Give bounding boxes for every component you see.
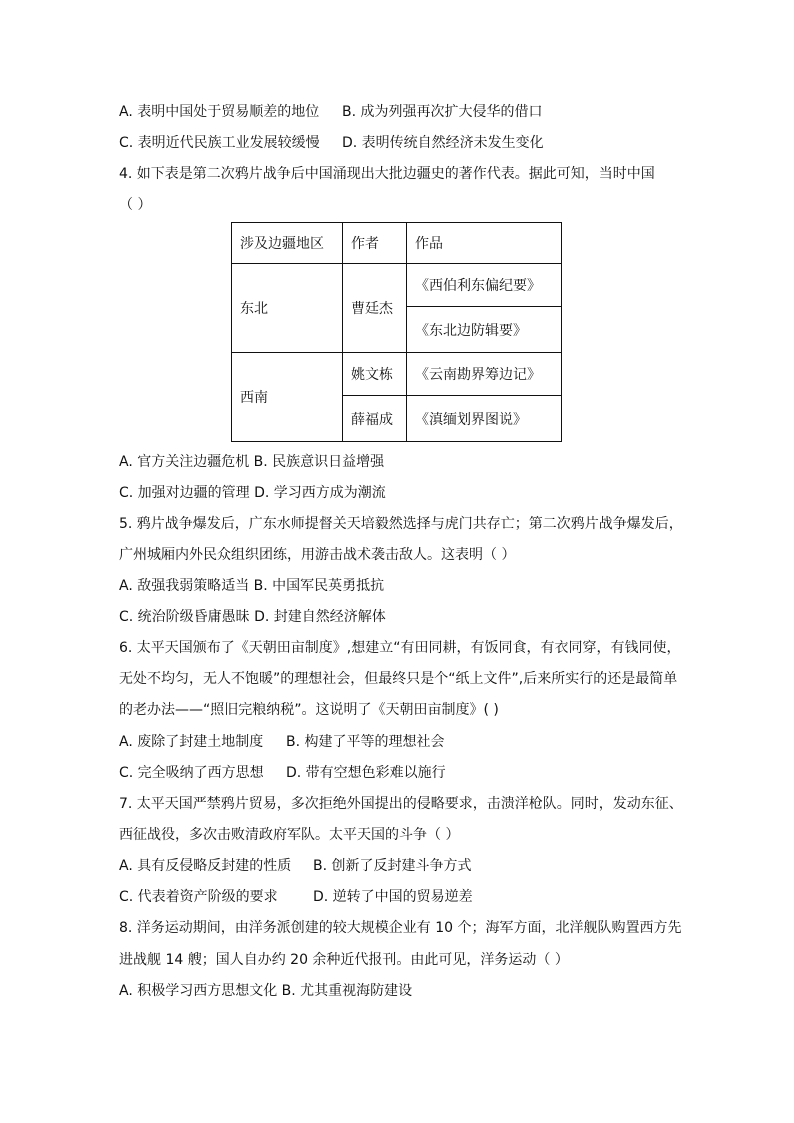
- table-header-author: 作者: [343, 223, 407, 264]
- q5-options-row-2: C. 统治阶级昏庸愚昧 D. 封建自然经济解体: [119, 609, 386, 625]
- q7-stem-line-1: 7. 太平天国严禁鸦片贸易，多次拒绝外国提出的侵略要求，击溃洋枪队。同时，发动东征、: [119, 796, 683, 812]
- q3-option-d: D. 表明传统自然经济未发生变化: [342, 135, 544, 151]
- table-cell-work: 《滇缅划界图说》: [407, 396, 562, 442]
- q6-stem-line-1: 6. 太平天国颁布了《天朝田亩制度》,想建立“有田同耕，有饭同食，有衣同穿，有钱同使，: [119, 640, 681, 656]
- q5-options-row-1: A. 敌强我弱策略适当 B. 中国军民英勇抵抗: [119, 578, 385, 594]
- q7-option-b: B. 创新了反封建斗争方式: [313, 858, 472, 874]
- q6-option-d: D. 带有空想色彩难以施行: [286, 765, 446, 781]
- q7-stem-line-2: 西征战役，多次击败清政府军队。太平天国的斗争（ ）: [119, 827, 460, 843]
- table-cell-work: 《东北边防辑要》: [407, 307, 562, 353]
- q8-stem-line-1: 8. 洋务运动期间，由洋务派创建的较大规模企业有 10 个；海军方面，北洋舰队购置西方先: [119, 920, 682, 936]
- table-row: [232, 353, 562, 396]
- table-cell-work: 《西伯利东偏纪要》: [407, 264, 562, 307]
- table-header-region: 涉及边疆地区: [232, 223, 343, 264]
- table-cell-region: 西南: [232, 353, 343, 442]
- q3-option-b: B. 成为列强再次扩大侵华的借口: [342, 104, 543, 120]
- q6-stem-line-2: 无处不均匀，无人不饱暖”的理想社会，但最终只是个“纸上文件”,后来所实行的还是最简单: [119, 671, 678, 687]
- q4-table: [231, 222, 562, 442]
- q4-stem-line-2: （ ）: [119, 197, 152, 213]
- q6-stem-line-3: 的老办法——“照旧完粮纳税”。这说明了《天朝田亩制度》( ): [119, 702, 499, 718]
- q5-stem-line-1: 5. 鸦片战争爆发后，广东水师提督关天培毅然选择与虎门共存亡；第二次鸦片战争爆发后，: [119, 516, 683, 532]
- q8-stem-line-2: 进战舰 14 艘；国人自办约 20 余种近代报刊。由此可见，洋务运动（ ）: [119, 952, 569, 968]
- table-cell-author: 曹廷杰: [343, 264, 407, 353]
- q7-options-row-2: [119, 887, 473, 907]
- table-cell-author: 薛福成: [343, 396, 407, 442]
- q7-option-a: A. 具有反侵略反封建的性质: [119, 858, 292, 874]
- q6-options-row-1: [119, 732, 445, 752]
- table-cell-author: 姚文栋: [343, 353, 407, 396]
- q7-options-row-1: [119, 856, 472, 876]
- table-header-row: [232, 223, 562, 264]
- q6-option-b: B. 构建了平等的理想社会: [286, 734, 445, 750]
- q8-options-row-1: A. 积极学习西方思想文化 B. 尤其重视海防建设: [119, 983, 413, 999]
- table-header-work: 作品: [407, 223, 562, 264]
- q3-option-a: A. 表明中国处于贸易顺差的地位: [119, 104, 320, 120]
- q6-options-row-2: [119, 763, 446, 783]
- q5-stem-line-2: 广州城厢内外民众组织团练，用游击战术袭击敌人。这表明（ ）: [119, 547, 516, 563]
- q3-option-c: C. 表明近代民族工业发展较缓慢: [119, 135, 320, 151]
- q7-option-d: D. 逆转了中国的贸易逆差: [313, 889, 473, 905]
- q7-option-c: C. 代表着资产阶级的要求: [119, 889, 278, 905]
- q6-option-a: A. 废除了封建土地制度: [119, 734, 264, 750]
- table-cell-work: 《云南勘界筹边记》: [407, 353, 562, 396]
- q4-options-row-2: C. 加强对边疆的管理 D. 学习西方成为潮流: [119, 485, 386, 501]
- q3-options-row-1: [119, 102, 543, 122]
- q4-stem-line-1: 4. 如下表是第二次鸦片战争后中国涌现出大批边疆史的著作代表。据此可知，当时中国: [119, 166, 655, 182]
- q4-options-row-1: A. 官方关注边疆危机 B. 民族意识日益增强: [119, 454, 385, 470]
- q6-option-c: C. 完全吸纳了西方思想: [119, 765, 264, 781]
- q3-options-row-2: [119, 133, 544, 153]
- table-cell-region: 东北: [232, 264, 343, 353]
- table-row: [232, 264, 562, 307]
